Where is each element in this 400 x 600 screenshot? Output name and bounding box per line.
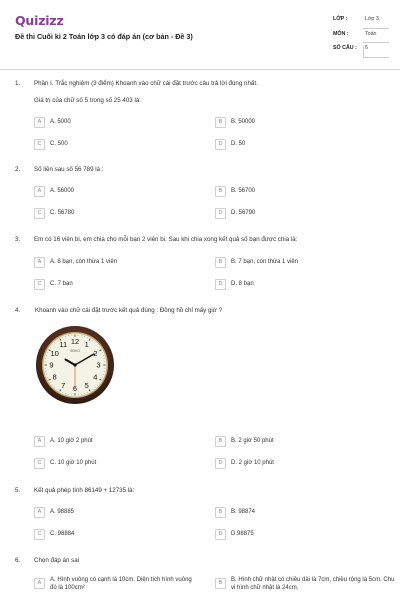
clock-center-cap — [73, 363, 76, 366]
clock-numeral: 12 — [70, 337, 80, 347]
option-letter-box: B — [215, 436, 226, 447]
option-letter-box: B — [215, 257, 226, 268]
wall-clock-image — [35, 325, 115, 405]
worksheet-title: Đề thi Cuối kì 2 Toán lớp 3 có đáp án (cơ bản - Đề 3) — [15, 32, 193, 41]
worksheet-meta — [333, 14, 389, 58]
option-letter-box: D — [215, 529, 226, 540]
meta-row-class — [333, 14, 389, 29]
option-letter-box: B — [215, 578, 226, 589]
option-text: C. 7 bạn — [50, 281, 73, 287]
option-text: B. 50000 — [231, 119, 256, 125]
clock-numeral: 8 — [52, 372, 57, 382]
clock-brand: SEIKO — [70, 349, 80, 353]
option-text: A. 10 giờ 2 phút — [50, 438, 93, 444]
option-text: B. Hình chữ nhật có chiều dài là 7cm, chiều rộng là 5cm. Chu vi hình chữ nhật là 24cm. — [231, 577, 395, 591]
clock-numeral: 5 — [84, 380, 89, 390]
meta-value: Lớp 3 — [365, 16, 379, 22]
option-letter-box: A — [34, 257, 45, 268]
option-text: D.98875 — [231, 531, 254, 537]
quizizz-logo: Quizizz — [15, 13, 64, 28]
meta-value: 6 — [365, 45, 368, 51]
option-text: C. 10 giờ 10 phút — [50, 460, 97, 466]
question-number: 4. — [15, 307, 21, 314]
meta-value: Toán — [365, 30, 377, 37]
option-text: A. 56000 — [50, 188, 75, 194]
meta-label: MÔN : — [333, 30, 349, 37]
clock-numeral: 2 — [93, 348, 98, 358]
option-letter-box: A — [34, 186, 45, 197]
option-text: D. 8 bạn — [231, 281, 254, 287]
meta-row-subject — [333, 29, 389, 44]
option-letter-box: A — [34, 117, 45, 128]
question-number: 6. — [15, 557, 21, 564]
option-text: D. 2 giờ 10 phút — [231, 460, 274, 466]
meta-row-count — [333, 43, 389, 58]
question-number: 5. — [15, 487, 21, 494]
option-letter-box: B — [215, 117, 226, 128]
option-text: C. 56780 — [50, 210, 75, 216]
question-text: Phần I. Trắc nghiệm (3 điểm) Khoanh vào chữ cái đặt trước câu trả lời đúng nhất. — [34, 80, 258, 87]
clock-numeral: 6 — [72, 384, 78, 394]
option-letter-box: C — [34, 139, 45, 150]
question-text: Số liền sau số 56 789 là : — [34, 166, 104, 173]
option-letter-box: A — [34, 578, 45, 589]
question-text: Kết quả phép tính 86149 + 12735 là: — [34, 487, 135, 494]
option-text: A. 5000 — [50, 119, 71, 125]
meta-label: LỚP : — [333, 16, 348, 22]
option-letter-box: D — [215, 279, 226, 290]
question-number: 3. — [15, 236, 21, 243]
option-letter-box: C — [34, 529, 45, 540]
clock-numeral: 11 — [59, 340, 68, 350]
option-letter-box: D — [215, 139, 226, 150]
question-number: 2. — [15, 166, 21, 173]
question-text: Khoanh vào chữ cái đặt trước kết quả đúng : Đồng hồ chỉ mấy giờ ? — [35, 307, 223, 314]
option-letter-box: D — [215, 208, 226, 219]
option-text: C. 500 — [50, 141, 68, 147]
question-text: Em có 16 viên bi, em chia cho mỗi bạn 2 viên bi. Sau khi chia xong kết quả số bạn được chia là: — [34, 236, 298, 243]
question-number: 1. — [15, 80, 21, 87]
option-text: B. 2 giờ 50 phút — [231, 438, 274, 444]
option-text: A. 8 bạn, còn thừa 1 viên — [50, 259, 118, 265]
option-text: B. 56700 — [231, 188, 256, 194]
option-text: B. 7 bạn, còn thừa 1 viên — [231, 259, 299, 265]
clock-numeral: 9 — [49, 360, 54, 370]
option-letter-box: B — [215, 186, 226, 197]
option-text: C. 98884 — [50, 531, 75, 537]
option-letter-box: C — [34, 208, 45, 219]
option-text: D. 50 — [231, 141, 246, 147]
meta-label: SỐ CÂU : — [333, 45, 357, 51]
worksheet-header — [0, 0, 400, 70]
meta-divider — [363, 46, 389, 58]
option-letter-box: B — [215, 507, 226, 518]
question-subtext: Giá trị của chữ số 5 trong số 25 403 là: — [34, 97, 141, 104]
option-text: A. 98885 — [50, 509, 75, 515]
clock-numeral: 3 — [96, 360, 101, 370]
clock-numeral: 1 — [84, 340, 89, 350]
clock-numeral: 4 — [93, 372, 98, 382]
option-text: A. Hình vuông có cạnh là 10cm. Diện tích hình vuông đó là 100cm² — [50, 577, 192, 591]
clock-numeral: 7 — [61, 380, 66, 390]
option-letter-box: A — [34, 507, 45, 518]
clock-numeral: 10 — [50, 348, 59, 358]
option-letter-box: C — [34, 279, 45, 290]
question-text: Chọn đáp án sai — [34, 557, 80, 564]
option-text: B. 98874 — [231, 509, 256, 515]
option-letter-box: A — [34, 436, 45, 447]
option-letter-box: D — [215, 458, 226, 469]
option-text: D. 56790 — [231, 210, 256, 216]
option-letter-box: C — [34, 458, 45, 469]
